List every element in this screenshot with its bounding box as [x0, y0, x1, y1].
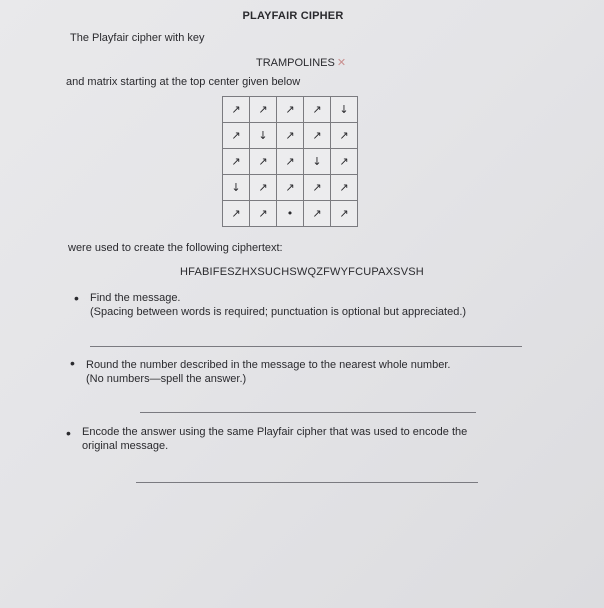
- instruction-line: (No numbers—spell the answer.): [86, 373, 247, 385]
- matrix-cell: ↗: [331, 123, 358, 149]
- matrix-cell: ↗: [331, 175, 358, 201]
- intro-text: The Playfair cipher with key: [70, 32, 205, 44]
- matrix-cell: ↗: [304, 201, 331, 227]
- page-title: PLAYFAIR CIPHER: [242, 10, 344, 22]
- matrix-cell: ↗: [277, 97, 304, 123]
- ciphertext: HFABIFESZHXSUCHSWQZFWYFCUPAXSVSH: [180, 266, 424, 278]
- matrix-row: [223, 175, 358, 201]
- matrix-cell: ↗: [223, 149, 250, 175]
- answer-line: [136, 482, 478, 483]
- matrix-row: [223, 201, 358, 227]
- instruction-line: Round the number described in the message to the nearest whole number.: [86, 359, 451, 371]
- matrix-cell: ↓: [223, 175, 250, 201]
- matrix-cell: ↗: [250, 175, 277, 201]
- used-text: were used to create the following ciphertext:: [68, 242, 283, 254]
- bullet-icon: •: [70, 355, 75, 371]
- matrix-cell: ↗: [277, 175, 304, 201]
- cipher-key: [256, 56, 346, 69]
- matrix-cell: ↗: [331, 149, 358, 175]
- instruction-item: [82, 425, 467, 453]
- instruction-line: Find the message.: [90, 292, 181, 304]
- matrix-cell: ↗: [223, 97, 250, 123]
- matrix-cell: ↗: [250, 149, 277, 175]
- matrix-cell: ↗: [277, 123, 304, 149]
- crossed-x-mark: ✕: [336, 57, 347, 69]
- matrix-cell: ↗: [223, 123, 250, 149]
- cipher-matrix: [222, 96, 358, 227]
- key-word: TRAMPOLINES: [256, 57, 335, 69]
- instruction-item: [86, 358, 450, 386]
- matrix-cell: ↓: [250, 123, 277, 149]
- matrix-cell: ↗: [304, 97, 331, 123]
- matrix-cell: ↓: [331, 97, 358, 123]
- matrix-cell: ↗: [277, 149, 304, 175]
- matrix-cell: ↗: [223, 201, 250, 227]
- matrix-row: [223, 123, 358, 149]
- matrix-cell: •: [277, 201, 304, 227]
- matrix-cell: ↗: [331, 201, 358, 227]
- matrix-cell: ↗: [250, 201, 277, 227]
- bullet-icon: •: [66, 425, 71, 441]
- instruction-item: [90, 291, 466, 319]
- matrix-row: [223, 149, 358, 175]
- instruction-line: (Spacing between words is required; punctuation is optional but appreciated.): [90, 306, 467, 318]
- answer-line: [140, 412, 476, 413]
- matrix-cell: ↗: [250, 97, 277, 123]
- instruction-line: Encode the answer using the same Playfair cipher that was used to encode the: [82, 426, 468, 438]
- matrix-cell: ↗: [304, 175, 331, 201]
- bullet-icon: •: [74, 290, 79, 306]
- instruction-line: original message.: [82, 440, 169, 452]
- matrix-cell: ↗: [304, 123, 331, 149]
- matrix-row: [223, 97, 358, 123]
- matrix-cell: ↓: [304, 149, 331, 175]
- matrix-description: and matrix starting at the top center given below: [66, 76, 301, 88]
- answer-line: [90, 346, 522, 347]
